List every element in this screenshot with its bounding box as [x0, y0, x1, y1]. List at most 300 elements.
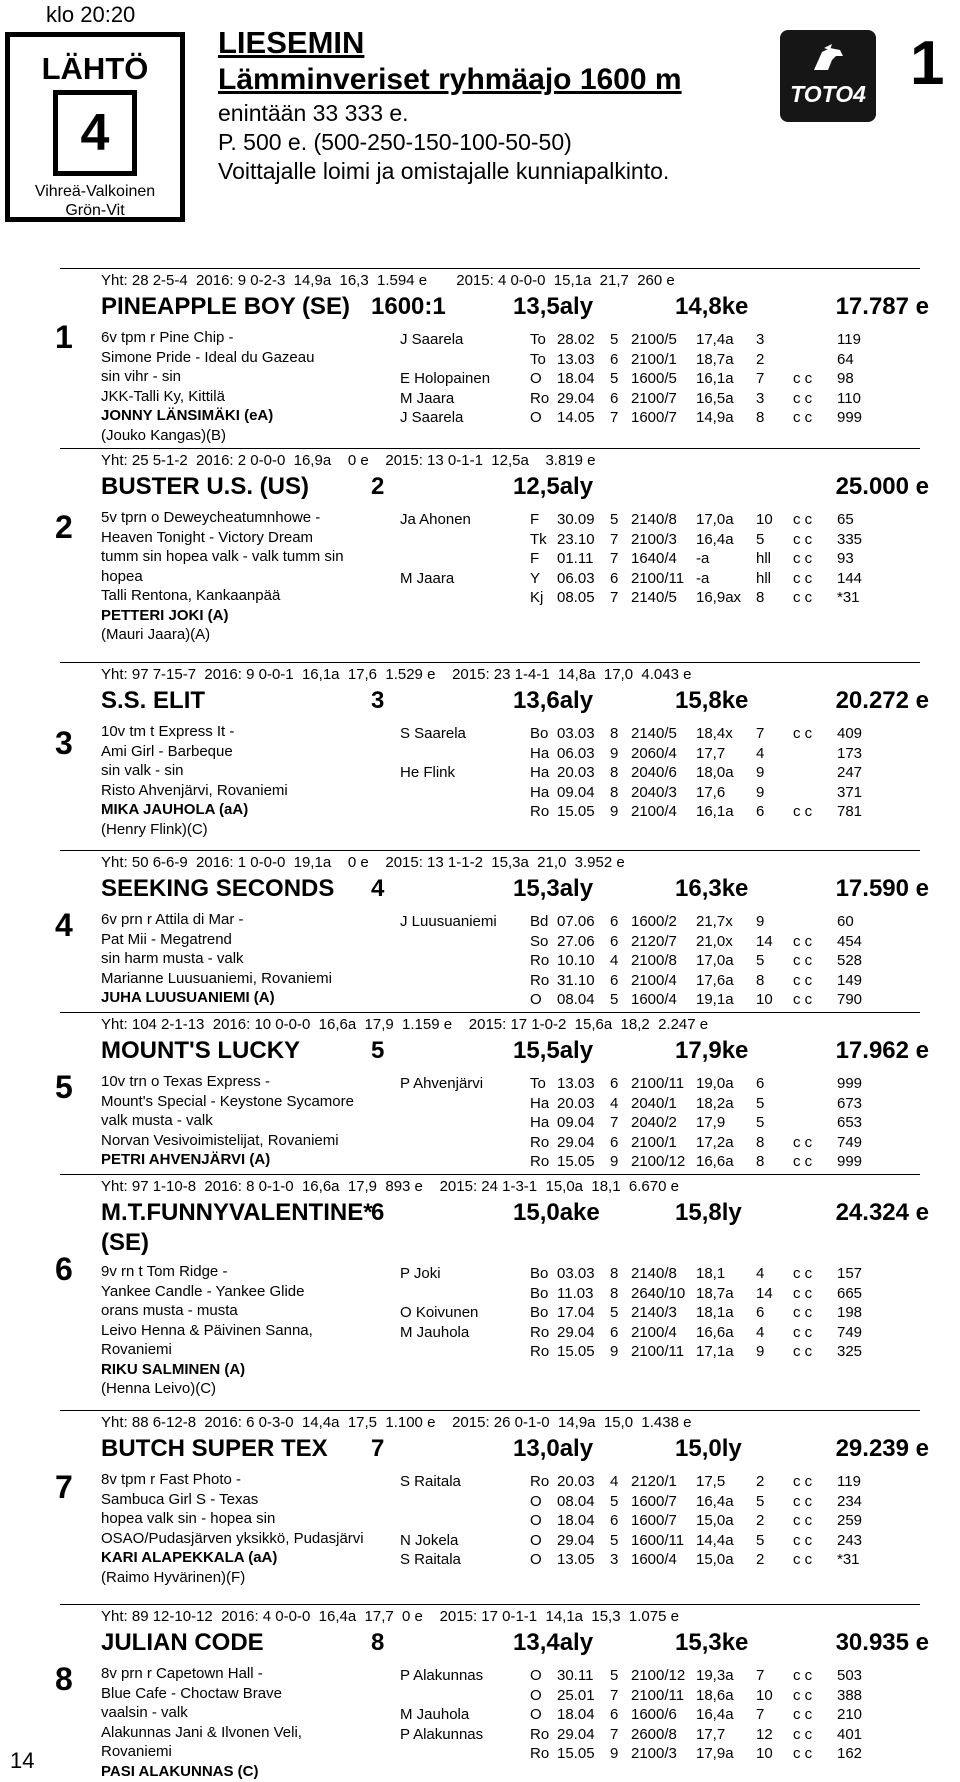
- start-pos: 8: [610, 1284, 619, 1302]
- start-place: 9: [756, 913, 765, 930]
- earnings: 17.787 e: [835, 293, 929, 320]
- horse-name: M.T.FUNNYVALENTINE*: [101, 1199, 373, 1226]
- start-track: Ro: [530, 1133, 550, 1151]
- start-date: 29.04: [557, 1133, 595, 1151]
- earnings: 24.324 e: [835, 1199, 929, 1226]
- driver-name: P Ahvenjärvi: [400, 1075, 484, 1092]
- start-date: 09.04: [557, 783, 595, 801]
- start-cc: c c: [793, 1284, 813, 1302]
- start-odds: 335: [837, 530, 863, 548]
- track-position: 8: [371, 1629, 385, 1656]
- start-cc: c c: [793, 511, 813, 528]
- start-row: [530, 802, 930, 821]
- entry-divider: [60, 448, 920, 449]
- record-aly: 13,5aly: [513, 293, 594, 320]
- toto-leg-number: 1: [910, 29, 945, 98]
- track-position: 4: [371, 875, 385, 902]
- start-row: [530, 510, 930, 529]
- start-odds: *31: [837, 589, 860, 606]
- trainer-driver: PETTERI JOKI (A): [101, 606, 229, 624]
- start-place: 10: [756, 991, 773, 1008]
- program-number: 5: [55, 1069, 73, 1105]
- start-track: O: [530, 1492, 542, 1510]
- trainer-driver: PASI ALAKUNNAS (C): [101, 1762, 259, 1780]
- start-time: 17,9: [696, 1114, 726, 1131]
- career-stats: Yht: 89 12-10-12 2016: 4 0-0-0 16,4a 17,7 0 e 2015: 17 0-1-1 14,1a 15,3 1.075 e: [101, 1608, 679, 1625]
- start-row: [530, 1666, 930, 1685]
- start-date: 30.09: [557, 511, 595, 528]
- start-date: 11.03: [557, 1284, 594, 1302]
- driver-name: M Jaara: [400, 569, 455, 587]
- race-time: klo 20:20: [46, 2, 136, 27]
- start-cc: c c: [793, 1531, 813, 1549]
- start-place: 9: [756, 783, 765, 801]
- start-place: 4: [756, 1265, 765, 1282]
- start-pos: 9: [610, 1343, 619, 1360]
- start-cc: c c: [793, 1265, 813, 1282]
- start-odds: 781: [837, 803, 863, 820]
- start-time: 17,1a: [696, 1343, 734, 1360]
- start-date: 06.03: [557, 744, 595, 762]
- start-place: 8: [756, 971, 765, 989]
- start-dist: 2040/3: [631, 783, 677, 801]
- start-dist: 2100/12: [631, 1153, 686, 1170]
- earnings: 17.962 e: [835, 1037, 929, 1064]
- trainer-driver: JUHA LUUSUANIEMI (A): [101, 989, 275, 1006]
- start-dist: 1600/7: [631, 1492, 677, 1510]
- entry-divider: [60, 1174, 920, 1175]
- trainer-driver: JONNY LÄNSIMÄKI (eA): [101, 407, 274, 424]
- program-number: 1: [55, 319, 73, 355]
- race-subtitle: Lämminveriset ryhmäajo 1600 m: [218, 63, 682, 96]
- info-line: 5v tprn o Deweycheatumnhowe -: [101, 509, 321, 526]
- info-line: 10v tm t Express It -: [101, 723, 235, 740]
- start-dist: 2100/1: [631, 1133, 677, 1151]
- start-row: [530, 1094, 930, 1113]
- horse-header-row: [101, 873, 929, 905]
- horse-name: PINEAPPLE BOY (SE): [101, 293, 350, 320]
- start-row: [530, 971, 930, 990]
- start-place: 3: [756, 389, 765, 407]
- earnings: 29.239 e: [835, 1435, 929, 1462]
- start-pos: 5: [610, 1304, 619, 1321]
- program-number: 3: [55, 725, 73, 761]
- track-position: 5: [371, 1037, 385, 1064]
- start-time: 14,9a: [696, 409, 734, 426]
- info-line: tumm sin hopea valk - valk tumm sin: [101, 548, 344, 565]
- start-pos: 8: [610, 764, 619, 781]
- record-aly: 13,4aly: [513, 1629, 594, 1656]
- start-dist: 1600/7: [631, 1512, 677, 1529]
- start-odds: 325: [837, 1343, 863, 1360]
- start-dist: 2140/5: [631, 725, 677, 742]
- track-position: 6: [371, 1199, 385, 1226]
- start-track: Ha: [530, 744, 550, 762]
- start-date: 20.03: [557, 764, 595, 781]
- driver-name: S Raitala: [400, 1551, 461, 1568]
- start-track: O: [530, 1512, 542, 1529]
- info-line: sin vihr - sin: [101, 368, 182, 385]
- start-time: 18,2a: [696, 1094, 734, 1112]
- start-time: 16,4a: [696, 1492, 734, 1510]
- start-track: O: [530, 1667, 542, 1684]
- start-track: O: [530, 370, 542, 387]
- horse-entry: [55, 1012, 930, 1174]
- start-odds: 173: [837, 744, 863, 762]
- start-odds: 98: [837, 370, 854, 387]
- start-place: 8: [756, 589, 765, 606]
- career-stats: Yht: 25 5-1-2 2016: 2 0-0-0 16,9a 0 e 2015: 13 0-1-1 12,5a 3.819 e: [101, 452, 596, 469]
- start-odds: 210: [837, 1706, 863, 1723]
- earnings: 25.000 e: [835, 473, 929, 500]
- info-line: OSAO/Pudasjärven yksikkö, Pudasjärvi: [101, 1529, 364, 1547]
- horse-header-row: [101, 291, 929, 323]
- start-date: 13.03: [557, 1075, 595, 1092]
- start-cc: c c: [793, 971, 813, 989]
- start-dist: 2140/8: [631, 511, 677, 528]
- start-place: 9: [756, 764, 765, 781]
- start-place: 7: [756, 1706, 765, 1723]
- start-date: 29.04: [557, 389, 595, 407]
- info-line: Heaven Tonight - Victory Dream: [101, 528, 314, 546]
- info-line: Rovaniemi: [101, 1743, 172, 1760]
- track-position: 3: [371, 687, 385, 714]
- start-row: [530, 1531, 930, 1550]
- trainer-driver: PETRI AHVENJÄRVI (A): [101, 1151, 271, 1168]
- record-ke: 15,8ly: [675, 1199, 742, 1226]
- start-dist: 2100/8: [631, 952, 677, 969]
- info-line: Sambuca Girl S - Texas: [101, 1490, 259, 1508]
- start-place: 7: [756, 1667, 765, 1684]
- start-dist: 2100/11: [631, 1686, 685, 1704]
- start-place: 10: [756, 1686, 773, 1704]
- start-date: 20.03: [557, 1473, 595, 1490]
- start-time: 16,4a: [696, 1706, 734, 1723]
- start-row: [530, 1492, 930, 1511]
- start-place: 5: [756, 1531, 765, 1549]
- start-track: Ro: [530, 389, 550, 407]
- start-date: 30.11: [557, 1667, 594, 1684]
- horse-entry: [55, 268, 930, 448]
- start-track: O: [530, 1706, 542, 1723]
- record-aly: 15,0ake: [513, 1199, 600, 1226]
- start-pos: 6: [610, 1133, 619, 1151]
- start-track: Ro: [530, 803, 550, 820]
- horse-header-row: [101, 471, 929, 503]
- start-track: Bo: [530, 1265, 549, 1282]
- driver-name: M Jaara: [400, 389, 455, 407]
- program-number: 7: [55, 1469, 73, 1505]
- start-track: Tk: [530, 530, 547, 548]
- start-track: Y: [530, 569, 541, 587]
- start-odds: 119: [837, 331, 861, 348]
- start-time: 16,6a: [696, 1323, 734, 1341]
- start-odds: 93: [837, 550, 854, 567]
- start-time: 15,0a: [696, 1551, 734, 1568]
- start-place: hll: [756, 550, 772, 567]
- start-track: Ha: [530, 764, 550, 781]
- start-pos: 5: [610, 331, 619, 348]
- start-row: [530, 724, 930, 743]
- start-odds: 234: [837, 1492, 863, 1510]
- record-ke: 15,3ke: [675, 1629, 749, 1656]
- info-line: 6v tpm r Pine Chip -: [101, 329, 234, 346]
- toto-logo: [780, 30, 876, 122]
- start-date: 27.06: [557, 932, 595, 950]
- race-header: [218, 25, 682, 186]
- start-date: 10.10: [557, 952, 595, 969]
- start-dist: 1600/4: [631, 1551, 677, 1568]
- horse-header-row: [101, 1433, 929, 1465]
- start-track: Ro: [530, 1473, 550, 1490]
- start-pos: 4: [610, 952, 619, 969]
- record-aly: 15,3aly: [513, 875, 594, 902]
- start-place: 4: [756, 1323, 765, 1341]
- start-odds: 790: [837, 991, 863, 1008]
- start-dist: 2140/5: [631, 589, 677, 606]
- trainer-driver: MIKA JAUHOLA (aA): [101, 801, 249, 818]
- start-cc: c c: [793, 1745, 813, 1762]
- start-odds: 454: [837, 932, 863, 950]
- entry-divider: [60, 268, 920, 269]
- info-line: 9v rn t Tom Ridge -: [101, 1263, 228, 1280]
- start-time: 17,7: [696, 744, 726, 762]
- info-line: orans musta - musta: [101, 1302, 238, 1319]
- start-row: [530, 783, 930, 802]
- start-pos: 6: [610, 1075, 619, 1092]
- start-odds: 653: [837, 1114, 863, 1131]
- start-row: [530, 1686, 930, 1705]
- horse-name: JULIAN CODE: [101, 1629, 264, 1656]
- start-date: 14.05: [557, 409, 595, 426]
- info-line: Marianne Luusuaniemi, Rovaniemi: [101, 969, 332, 987]
- start-date: 08.05: [557, 589, 595, 606]
- record-ke: 17,9ke: [675, 1037, 749, 1064]
- start-time: 18,0a: [696, 764, 734, 781]
- start-pos: 6: [610, 971, 619, 989]
- start-track: F: [530, 511, 540, 528]
- start-time: 18,1a: [696, 1304, 734, 1321]
- start-pos: 5: [610, 991, 619, 1008]
- lahto-label: LÄHTÖ: [41, 51, 149, 86]
- driver-name: S Saarela: [400, 725, 466, 742]
- info-line: hopea valk sin - hopea sin: [101, 1510, 276, 1527]
- start-cc: c c: [793, 725, 813, 742]
- start-pos: 7: [610, 589, 619, 606]
- horse-entry: [55, 1174, 930, 1410]
- info-line: Blue Cafe - Choctaw Brave: [101, 1684, 282, 1702]
- info-line: vaalsin - valk: [101, 1704, 188, 1721]
- start-pos: 7: [610, 1686, 619, 1704]
- driver-name: O Koivunen: [400, 1304, 479, 1321]
- horse-info: [101, 1664, 401, 1781]
- record-aly: 13,6aly: [513, 687, 594, 714]
- horse-info: [101, 910, 401, 1008]
- driver-name: P Alakunnas: [400, 1667, 484, 1684]
- horse-name-line2: (SE): [101, 1229, 149, 1256]
- start-row: [530, 1303, 930, 1322]
- start-track: Ha: [530, 783, 550, 801]
- entry-divider: [60, 1410, 920, 1411]
- program-number: 4: [55, 907, 73, 943]
- earnings: 20.272 e: [835, 687, 929, 714]
- driver-name: J Saarela: [400, 409, 464, 426]
- start-date: 20.03: [557, 1094, 595, 1112]
- start-place: 2: [756, 350, 765, 368]
- start-row: [530, 1074, 930, 1093]
- start-cc: c c: [793, 1343, 813, 1360]
- start-cc: c c: [793, 389, 813, 407]
- start-date: 15.05: [557, 1343, 595, 1360]
- horse-entry: [55, 850, 930, 1012]
- start-cc: c c: [793, 569, 813, 587]
- start-date: 13.05: [557, 1551, 595, 1568]
- start-time: 16,4a: [696, 530, 734, 548]
- start-date: 29.04: [557, 1725, 595, 1743]
- record-ke: 16,3ke: [675, 875, 749, 902]
- start-place: 2: [756, 1551, 765, 1568]
- start-row: [530, 763, 930, 782]
- start-row: [530, 1472, 930, 1491]
- start-cc: c c: [793, 952, 813, 969]
- start-date: 09.04: [557, 1114, 595, 1131]
- start-time: 14,4a: [696, 1531, 734, 1549]
- entry-divider: [60, 850, 920, 851]
- start-time: 18,1: [696, 1265, 726, 1282]
- start-dist: 1600/2: [631, 913, 677, 930]
- earnings: 17.590 e: [835, 875, 929, 902]
- start-date: 15.05: [557, 1153, 595, 1170]
- start-row: [530, 1264, 930, 1283]
- start-odds: 528: [837, 952, 863, 969]
- start-place: 5: [756, 530, 765, 548]
- start-track: To: [530, 331, 546, 348]
- start-row: [530, 744, 930, 763]
- start-date: 06.03: [557, 569, 595, 587]
- start-track: F: [530, 550, 540, 567]
- entry-divider: [60, 1604, 920, 1605]
- start-place: 10: [756, 511, 773, 528]
- start-date: 01.11: [557, 550, 594, 567]
- start-odds: 119: [837, 1473, 861, 1490]
- entry-divider: [60, 1012, 920, 1013]
- driver-name: N Jokela: [400, 1531, 459, 1549]
- start-cc: c c: [793, 932, 813, 950]
- start-odds: 401: [837, 1725, 863, 1743]
- start-track: Ro: [530, 1323, 550, 1341]
- start-cc: c c: [793, 803, 813, 820]
- start-cc: c c: [793, 589, 813, 606]
- horse-header-row: [101, 685, 929, 717]
- start-row: [530, 912, 930, 931]
- horse-name: S.S. ELIT: [101, 687, 206, 714]
- horse-header-row: [101, 1197, 929, 1229]
- start-pos: 3: [610, 1551, 619, 1568]
- info-line: sin valk - sin: [101, 762, 184, 779]
- start-time: 18,7a: [696, 350, 734, 368]
- horse-info: [101, 722, 401, 839]
- start-odds: 60: [837, 913, 854, 930]
- start-time: 17,6a: [696, 971, 734, 989]
- race-prizes: P. 500 e. (500-250-150-100-50-50): [218, 129, 572, 155]
- start-cc: c c: [793, 1686, 813, 1704]
- start-place: 5: [756, 1114, 765, 1131]
- info-line: valk musta - valk: [101, 1112, 213, 1129]
- career-stats: Yht: 104 2-1-13 2016: 10 0-0-0 16,6a 17,9 1.159 e 2015: 17 1-0-2 15,6a 18,2 2.247 e: [101, 1016, 709, 1033]
- start-cc: c c: [793, 1133, 813, 1151]
- horse-info: [101, 1262, 401, 1399]
- start-track: Ro: [530, 1725, 550, 1743]
- start-track: Ro: [530, 1745, 550, 1762]
- start-time: -a: [696, 550, 710, 567]
- start-row: [530, 569, 930, 588]
- start-date: 29.04: [557, 1323, 595, 1341]
- start-odds: 243: [837, 1531, 863, 1549]
- start-dist: 2140/3: [631, 1304, 677, 1321]
- start-row: [530, 1550, 930, 1569]
- info-line: sin harm musta - valk: [101, 950, 244, 967]
- info-line: Talli Rentona, Kankaanpää: [101, 587, 281, 604]
- driver-name: J Luusuaniemi: [400, 913, 497, 930]
- start-odds: 409: [837, 725, 863, 742]
- start-date: 08.04: [557, 1492, 595, 1510]
- start-row: [530, 369, 930, 388]
- start-cc: c c: [793, 1304, 813, 1321]
- start-track: Ro: [530, 1153, 550, 1170]
- start-track: Ro: [530, 952, 550, 969]
- start-time: 21,7x: [696, 913, 733, 930]
- start-time: 19,1a: [696, 991, 734, 1008]
- info-line: Yankee Candle - Yankee Glide: [101, 1282, 305, 1300]
- record-aly: 13,0aly: [513, 1435, 594, 1462]
- record-ke: 15,0ly: [675, 1435, 742, 1462]
- info-line: Mount's Special - Keystone Sycamore: [101, 1092, 354, 1110]
- start-time: 17,6: [696, 783, 726, 801]
- start-pos: 9: [610, 1745, 619, 1762]
- start-date: 29.04: [557, 1531, 595, 1549]
- start-place: 3: [756, 331, 765, 348]
- start-track: To: [530, 1075, 546, 1092]
- start-dist: 2060/4: [631, 744, 677, 762]
- start-row: [530, 1744, 930, 1763]
- record-aly: 12,5aly: [513, 473, 594, 500]
- start-pos: 6: [610, 1706, 619, 1723]
- start-dist: 1600/5: [631, 370, 677, 387]
- info-line: (Henna Leivo)(C): [101, 1380, 217, 1397]
- start-place: 12: [756, 1725, 773, 1743]
- start-pos: 6: [610, 913, 619, 930]
- race-title: LIESEMIN: [218, 25, 365, 60]
- start-odds: 157: [837, 1265, 863, 1282]
- start-odds: 999: [837, 409, 863, 426]
- start-date: 13.03: [557, 350, 595, 368]
- horse-name: SEEKING SECONDS: [101, 875, 335, 902]
- start-track: O: [530, 409, 542, 426]
- start-place: 5: [756, 952, 765, 969]
- start-odds: 749: [837, 1323, 863, 1341]
- start-odds: 247: [837, 764, 863, 781]
- start-dist: 1640/4: [631, 550, 677, 567]
- career-stats: Yht: 28 2-5-4 2016: 9 0-2-3 14,9a 16,3 1.594 e 2015: 4 0-0-0 15,1a 21,7 260 e: [101, 272, 675, 289]
- start-row: [530, 951, 930, 970]
- start-pos: 7: [610, 1114, 619, 1131]
- start-date: 18.04: [557, 370, 595, 387]
- start-odds: 999: [837, 1153, 863, 1170]
- start-time: 16,6a: [696, 1153, 734, 1170]
- start-cc: c c: [793, 409, 813, 426]
- record-ke: 15,8ke: [675, 687, 749, 714]
- start-cc: c c: [793, 1492, 813, 1510]
